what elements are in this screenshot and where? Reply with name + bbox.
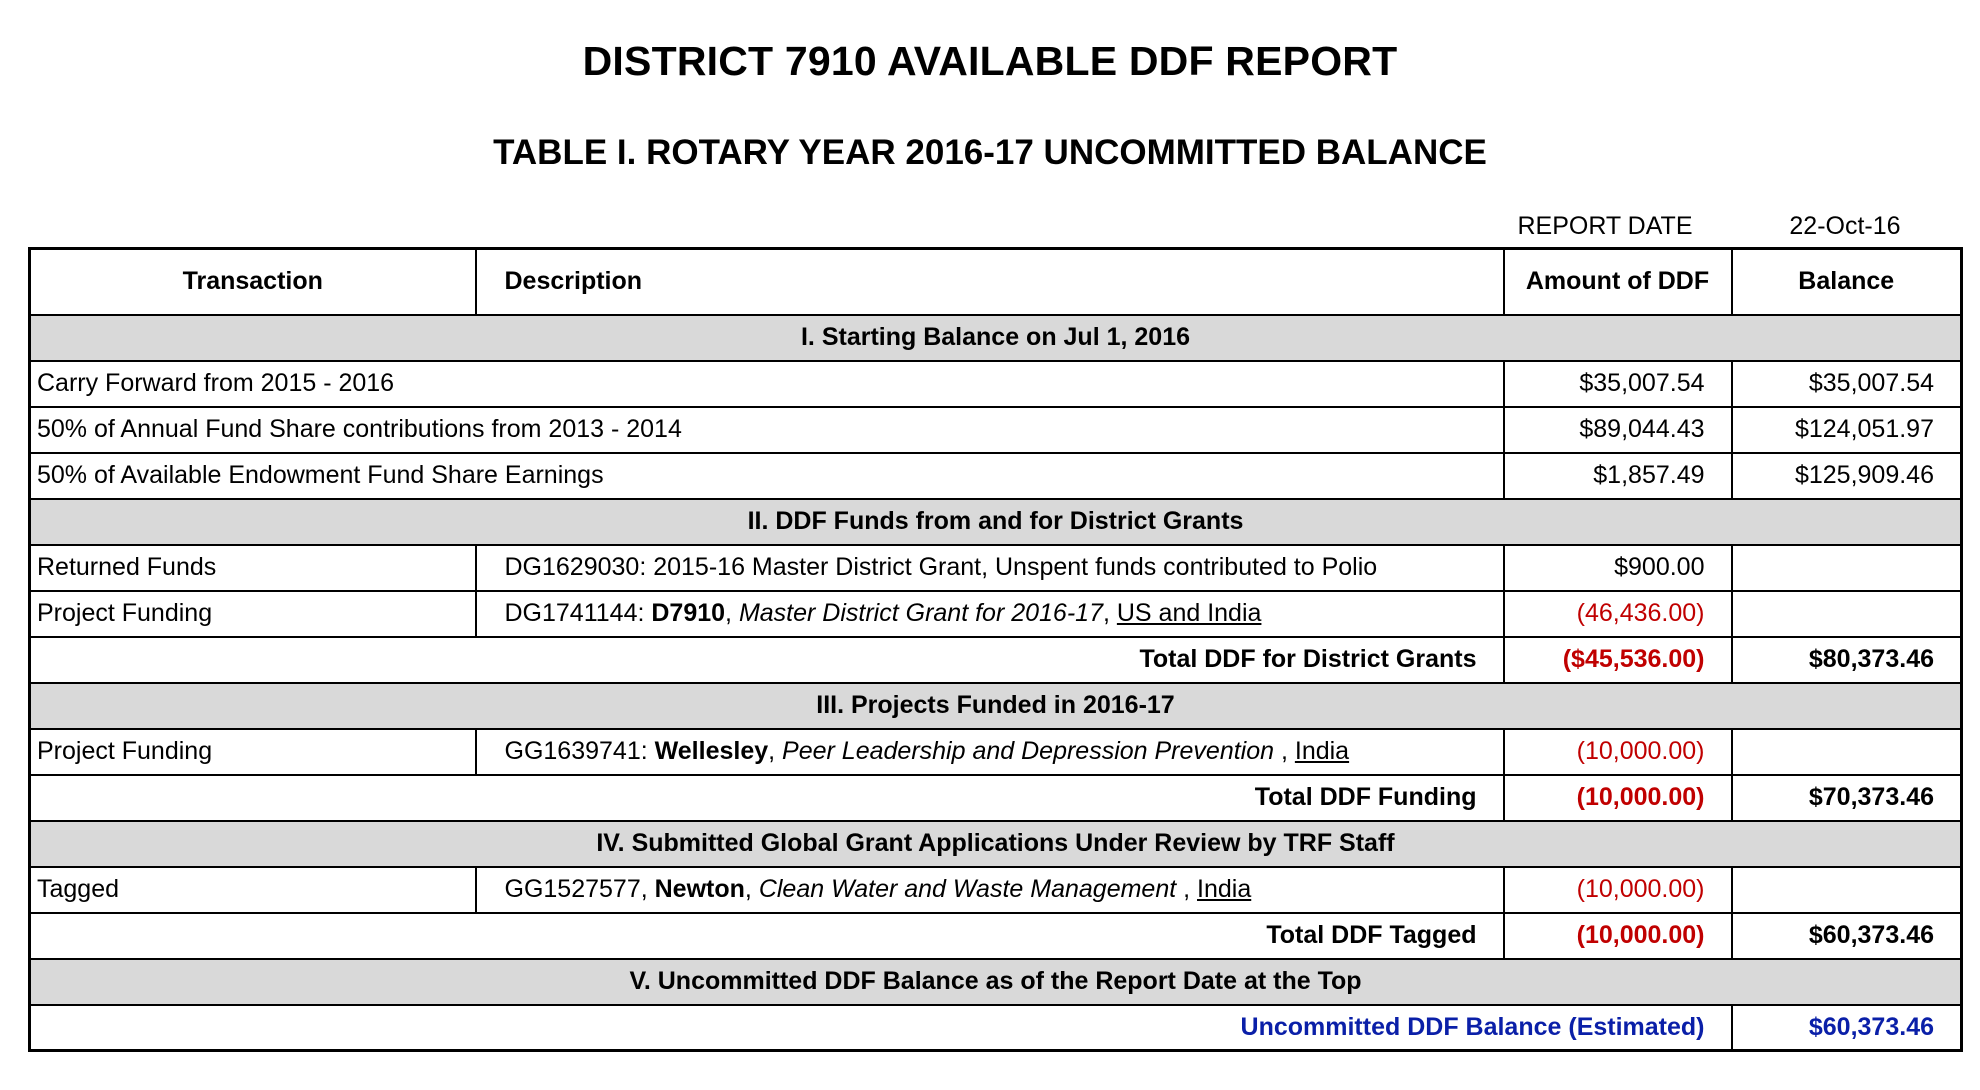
row-transaction: Project Funding (30, 591, 476, 637)
row-label: 50% of Annual Fund Share contributions from 2013 - 2014 (30, 407, 1504, 453)
total-label: Total DDF Tagged (30, 913, 1504, 959)
country-name: India (1294, 737, 1350, 765)
total-label: Total DDF for District Grants (30, 637, 1504, 683)
report-date-value: 22-Oct-16 (1789, 212, 1901, 240)
table-subtitle: TABLE I. ROTARY YEAR 2016-17 UNCOMMITTED BALANCE (493, 133, 1487, 172)
row-transaction: Project Funding (30, 729, 476, 775)
table-row (30, 453, 1962, 499)
uncommitted-balance-value: $60,373.46 (1732, 1005, 1962, 1051)
project-name: Clean Water and Waste Management (758, 875, 1177, 903)
row-description (476, 591, 1504, 637)
total-balance: $80,373.46 (1732, 637, 1962, 683)
section-2-title: II. DDF Funds from and for District Grants (30, 499, 1962, 545)
club-name: Newton (654, 875, 745, 903)
row-balance: $124,051.97 (1732, 407, 1962, 453)
row-amount: (10,000.00) (1504, 867, 1732, 913)
row-label: Carry Forward from 2015 - 2016 (30, 361, 1504, 407)
report-date-label: REPORT DATE (1517, 212, 1693, 240)
section-heading (30, 499, 1962, 545)
row-amount: $89,044.43 (1504, 407, 1732, 453)
country-name: US and India (1116, 599, 1262, 627)
separator: , (725, 599, 739, 627)
table-row (30, 729, 1962, 775)
row-amount: $900.00 (1504, 545, 1732, 591)
table-row (30, 591, 1962, 637)
row-amount: $35,007.54 (1504, 361, 1732, 407)
table-row (30, 545, 1962, 591)
total-row (30, 913, 1962, 959)
section-heading (30, 959, 1962, 1005)
club-name: Wellesley (654, 737, 769, 765)
row-balance: $35,007.54 (1732, 361, 1962, 407)
row-description (476, 867, 1504, 913)
section-4-title: IV. Submitted Global Grant Applications Under Review by TRF Staff (30, 821, 1962, 867)
club-name: D7910 (651, 599, 726, 627)
section-1-title: I. Starting Balance on Jul 1, 2016 (30, 315, 1962, 361)
grant-id: GG1527577, (504, 875, 655, 903)
total-amount: (10,000.00) (1504, 775, 1732, 821)
row-balance-empty (1732, 729, 1962, 775)
row-balance: $125,909.46 (1732, 453, 1962, 499)
row-balance-empty (1732, 545, 1962, 591)
row-transaction: Tagged (30, 867, 476, 913)
section-heading (30, 683, 1962, 729)
total-label: Total DDF Funding (30, 775, 1504, 821)
total-balance: $70,373.46 (1732, 775, 1962, 821)
row-transaction: Returned Funds (30, 545, 476, 591)
section-3-title: III. Projects Funded in 2016-17 (30, 683, 1962, 729)
grant-id: GG1639741: (504, 737, 655, 765)
separator: , (1176, 875, 1198, 903)
section-heading (30, 315, 1962, 361)
row-amount: (10,000.00) (1504, 729, 1732, 775)
project-name: Peer Leadership and Depression Prevention (782, 737, 1275, 765)
row-amount: (46,436.00) (1504, 591, 1732, 637)
column-header-transaction: Transaction (30, 249, 476, 315)
total-row (30, 775, 1962, 821)
total-row (30, 1005, 1962, 1051)
column-header-balance: Balance (1732, 249, 1962, 315)
report-title: DISTRICT 7910 AVAILABLE DDF REPORT (582, 38, 1398, 84)
row-amount: $1,857.49 (1504, 453, 1732, 499)
total-row (30, 637, 1962, 683)
section-5-title: V. Uncommitted DDF Balance as of the Report Date at the Top (30, 959, 1962, 1005)
row-label: 50% of Available Endowment Fund Share Earnings (30, 453, 1504, 499)
separator: , (1274, 737, 1295, 765)
project-name: Master District Grant for 2016-17 (738, 599, 1103, 627)
row-description: DG1629030: 2015-16 Master District Grant, Unspent funds contributed to Polio (476, 545, 1504, 591)
country-name: India (1197, 875, 1252, 903)
separator: , (744, 875, 759, 903)
table-row (30, 867, 1962, 913)
separator: , (1102, 599, 1117, 627)
table-row (30, 407, 1962, 453)
table-header-row (30, 249, 1962, 315)
section-heading (30, 821, 1962, 867)
total-amount: (10,000.00) (1504, 913, 1732, 959)
column-header-amount: Amount of DDF (1504, 249, 1732, 315)
table-row (30, 361, 1962, 407)
row-balance-empty (1732, 591, 1962, 637)
column-header-description: Description (476, 249, 1504, 315)
grant-id: DG1741144: (504, 599, 652, 627)
total-amount: ($45,536.00) (1504, 637, 1732, 683)
row-balance-empty (1732, 867, 1962, 913)
ddf-table (28, 247, 1963, 1052)
separator: , (768, 737, 783, 765)
row-description (476, 729, 1504, 775)
total-balance: $60,373.46 (1732, 913, 1962, 959)
uncommitted-balance-label: Uncommitted DDF Balance (Estimated) (30, 1005, 1732, 1051)
